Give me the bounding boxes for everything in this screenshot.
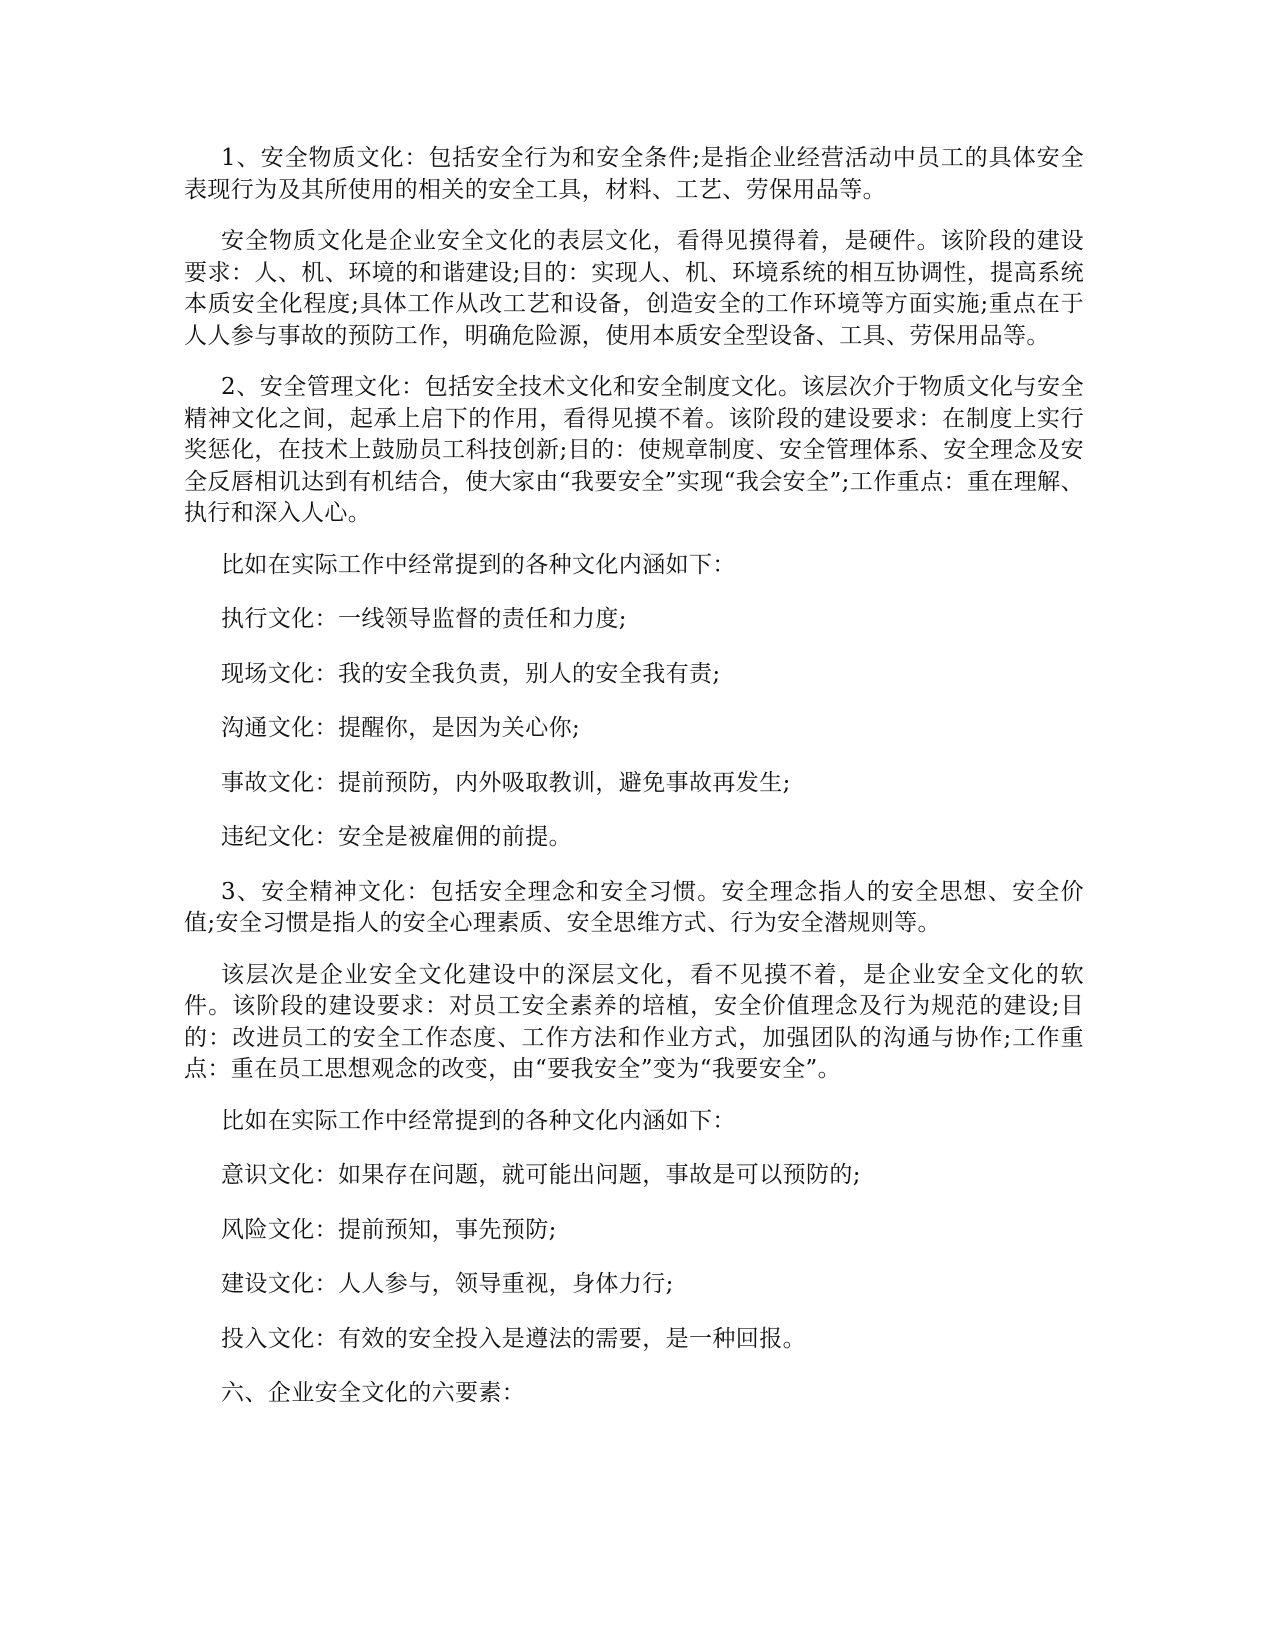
- paragraph-safety-spirit-culture: 3、安全精神文化：包括安全理念和安全习惯。安全理念指人的安全思想、安全价值;安全习惯是指人的安全心理素质、安全思维方式、行为安全潜规则等。: [184, 878, 1084, 936]
- section-heading-six-elements: 六、企业安全文化的六要素：: [221, 1380, 526, 1406]
- paragraph-construction-culture: 建设文化：人人参与，领导重视，身体力行;: [221, 1271, 674, 1297]
- paragraph-accident-culture: 事故文化：提前预防，内外吸取教训，避免事故再发生;: [221, 769, 791, 796]
- paragraph-communication-culture: 沟通文化：提醒你，是因为关心你;: [221, 715, 581, 741]
- paragraph-site-culture: 现场文化：我的安全我负责，别人的安全我有责;: [221, 660, 721, 687]
- paragraph-examples-intro-1: 比如在实际工作中经常提到的各种文化内涵如下：: [221, 551, 736, 578]
- paragraph-material-culture-detail: 安全物质文化是企业安全文化的表层文化，看得见摸得着，是硬件。该阶段的建设要求：人、机、环境的和谐建设;目的：实现人、机、环境系统的相互协调性，提高系统本质安全化程度;具体工作从改工艺和设备，创造安全的工作环境等方面实施;重点在于人人参与事故的预防工作，明确危险源，使用本质安全型设备、工具、劳保用品等。: [184, 228, 1084, 349]
- document-body: [184, 143, 1084, 1433]
- paragraph-risk-culture: 风险文化：提前预知，事先预防;: [221, 1216, 557, 1243]
- paragraph-examples-intro-2: 比如在实际工作中经常提到的各种文化内涵如下：: [221, 1107, 736, 1134]
- paragraph-discipline-culture: 违纪文化：安全是被雇佣的前提。: [221, 824, 572, 850]
- paragraph-spirit-culture-detail: 该层次是企业安全文化建设中的深层文化，看不见摸不着，是企业安全文化的软件。该阶段的建设要求：对员工安全素养的培植，安全价值理念及行为规范的建设;目的：改进员工的安全工作态度、工作方法和作业方式，加强团队的沟通与协作;工作重点：重在员工思想观念的改变，由“要我安全”变为“我要安全”。: [184, 961, 1084, 1082]
- paragraph-execution-culture: 执行文化：一线领导监督的责任和力度;: [221, 606, 627, 632]
- paragraph-investment-culture: 投入文化：有效的安全投入是遵法的需要，是一种回报。: [221, 1325, 806, 1352]
- paragraph-safety-management-culture: 2、安全管理文化：包括安全技术文化和安全制度文化。该层次介于物质文化与安全精神文化之间，起承上启下的作用，看得见摸不着。该阶段的建设要求：在制度上实行奖惩化，在技术上鼓励员工科技创新;目的：使规章制度、安全管理体系、安全理念及安全反唇相讥达到有机结合，使大家由“我要安全”实现“我会安全”;工作重点：重在理解、执行和深入人心。: [184, 374, 1084, 526]
- paragraph-awareness-culture: 意识文化：如果存在问题，就可能出问题，事故是可以预防的;: [221, 1162, 861, 1188]
- paragraph-safety-material-culture: 1、安全物质文化：包括安全行为和安全条件;是指企业经营活动中员工的具体安全表现行为及其所使用的相关的安全工具，材料、工艺、劳保用品等。: [184, 145, 1084, 203]
